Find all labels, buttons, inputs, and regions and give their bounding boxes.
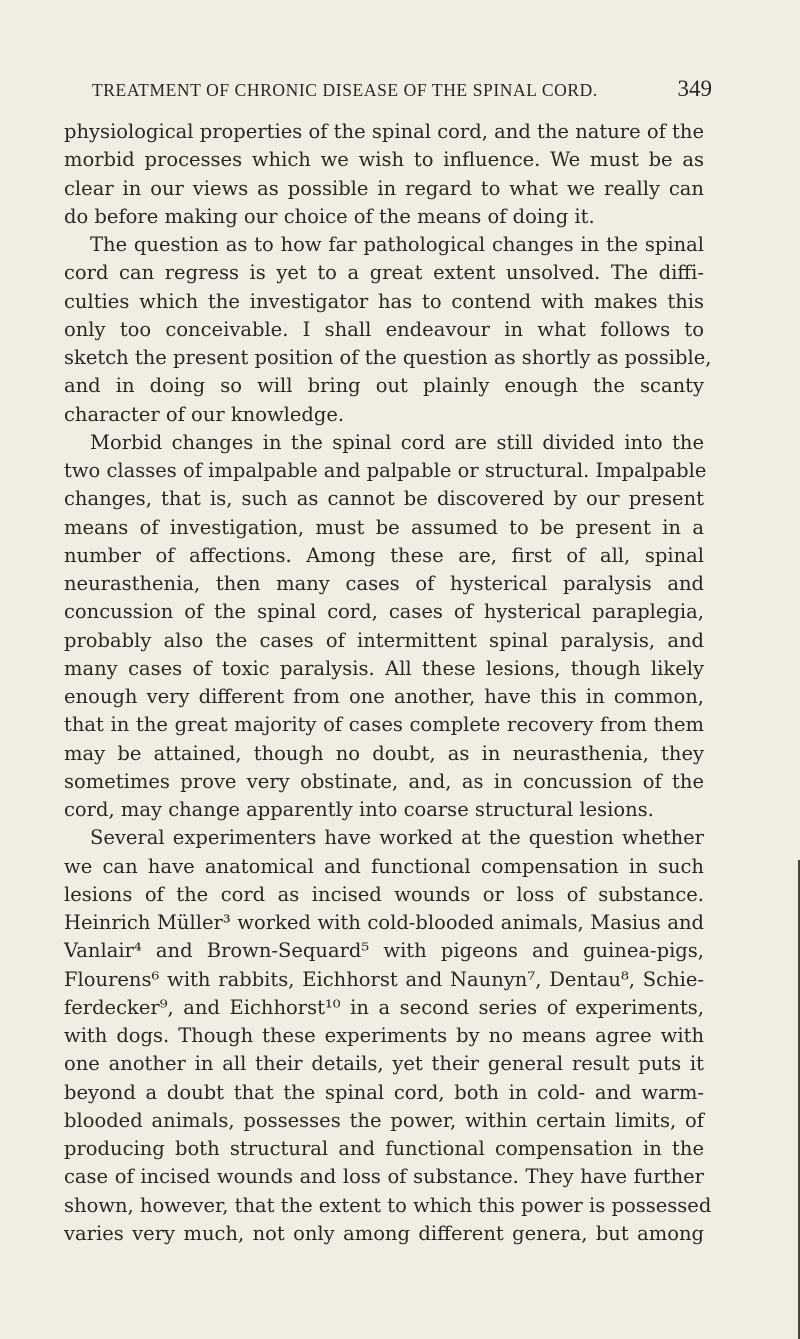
text-line: character of our knowledge.: [64, 402, 345, 426]
text-line: lesions of the cord as incised wounds or loss of substance.: [64, 882, 704, 906]
text-line: morbid processes which we wish to influence. We must be as: [64, 148, 704, 172]
body-text: [64, 118, 712, 1248]
text-line: case of incised wounds and loss of substance. They have further: [64, 1165, 704, 1189]
text-line: means of investigation, must be assumed to be present in a: [64, 515, 704, 539]
text-line: sketch the present position of the question as shortly as possible,: [64, 346, 712, 369]
text-line: do before making our choice of the means of doing it.: [64, 204, 595, 228]
text-line: shown, however, that the extent to which this power is possessed: [64, 1193, 712, 1217]
text-line: Flourens⁶ with rabbits, Eichhorst and Naunyn⁷, Dentau⁸, Schie-: [64, 967, 704, 991]
text-line: physiological properties of the spinal cord, and the nature of the: [64, 120, 704, 143]
text-line: probably also the cases of intermittent spinal paralysis, and: [64, 628, 704, 652]
text-line: The question as to how far pathological changes in the spinal: [90, 233, 704, 256]
text-line: cord, may change apparently into coarse structural lesions.: [64, 798, 654, 821]
text-line: number of affections. Among these are, first of all, spinal: [64, 543, 704, 567]
page-number: 349: [677, 76, 712, 101]
text-line: and in doing so will bring out plainly enough the scanty: [64, 374, 704, 398]
text-line: many cases of toxic paralysis. All these lesions, though likely: [64, 656, 704, 680]
running-head: [92, 78, 712, 108]
text-line: enough very different from one another, have this in common,: [64, 685, 704, 708]
text-line: that in the great majority of cases complete recovery from them: [64, 713, 704, 737]
running-title: TREATMENT OF CHRONIC DISEASE OF THE SPINAL CORD.: [92, 80, 598, 100]
text-line: we can have anatomical and functional compensation in such: [64, 854, 704, 878]
text-line: cord can regress is yet to a great extent unsolved. The diffi-: [64, 261, 704, 285]
text-line: concussion of the spinal cord, cases of hysterical paraplegia,: [64, 600, 704, 624]
text-line: Several experimenters have worked at the question whether: [90, 826, 704, 850]
text-line: Vanlair⁴ and Brown-Sequard⁵ with pigeons and guinea-pigs,: [64, 939, 704, 963]
text-line: varies very much, not only among different genera, but among: [64, 1221, 704, 1245]
text-line: beyond a doubt that the spinal cord, both in cold- and warm-: [64, 1080, 704, 1104]
text-line: neurasthenia, then many cases of hysterical paralysis and: [64, 572, 704, 595]
text-line: Heinrich Müller³ worked with cold-blooded animals, Masius and: [64, 911, 704, 934]
text-line: changes, that is, such as cannot be discovered by our present: [64, 487, 704, 511]
text-line: blooded animals, possesses the power, within certain limits, of: [64, 1108, 704, 1132]
text-line: sometimes prove very obstinate, and, as in concussion of the: [64, 769, 704, 793]
text-line: Morbid changes in the spinal cord are still divided into the: [90, 430, 704, 454]
text-line: ferdecker⁹, and Eichhorst¹⁰ in a second series of experiments,: [64, 995, 704, 1019]
text-line: culties which the investigator has to contend with makes this: [64, 289, 704, 313]
text-line: two classes of impalpable and palpable or structural. Impalpable: [64, 459, 707, 482]
text-line: producing both structural and functional compensation in the: [64, 1137, 704, 1160]
text-line: one another in all their details, yet their general result puts it: [64, 1052, 704, 1076]
text-line: only too conceivable. I shall endeavour in what follows to: [64, 317, 704, 341]
text-line: clear in our views as possible in regard to what we really can: [64, 176, 704, 200]
text-line: with dogs. Though these experiments by no means agree with: [64, 1024, 704, 1047]
text-line: may be attained, though no doubt, as in neurasthenia, they: [64, 741, 704, 765]
